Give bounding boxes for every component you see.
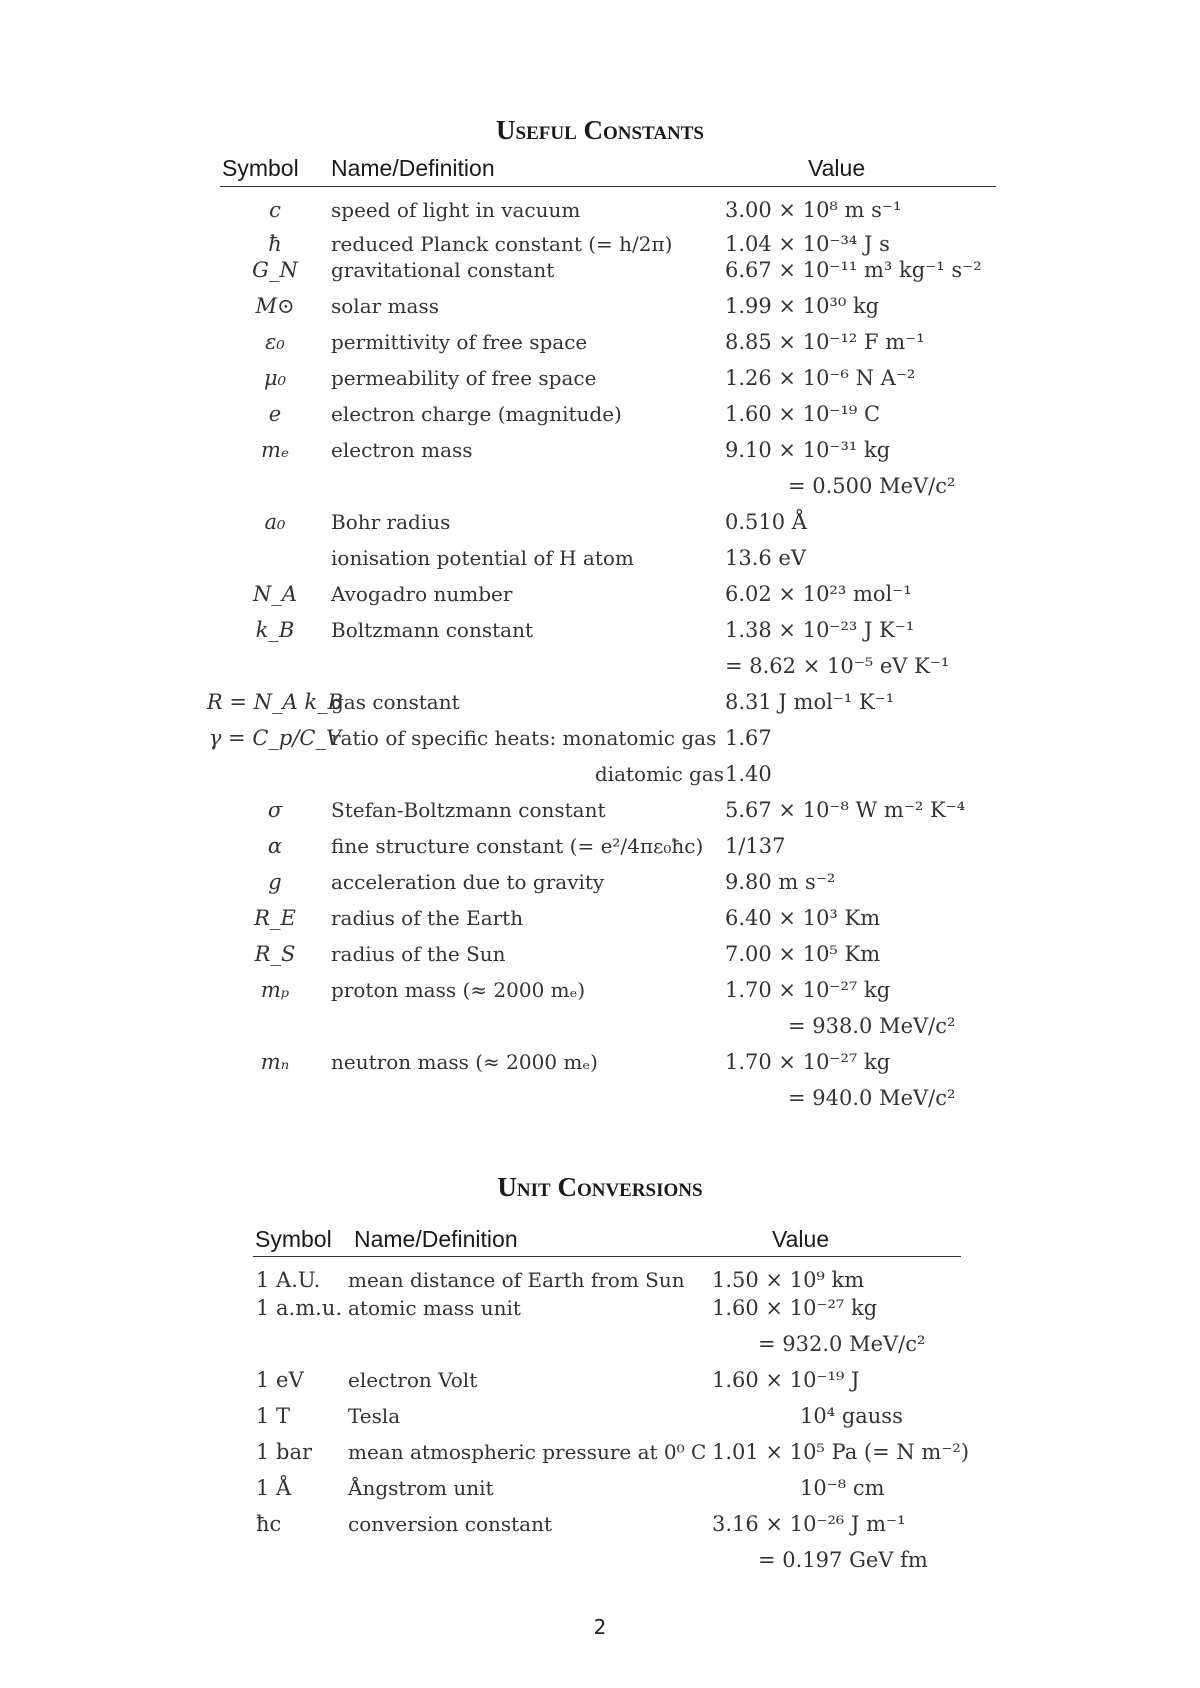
- constant-row: [0, 1014, 1200, 1048]
- conversion-row: [0, 1476, 1200, 1510]
- constant-value: 1.40: [725, 762, 772, 786]
- constant-name: Bohr radius: [331, 510, 451, 534]
- constant-value: 0.510 Å: [725, 510, 807, 534]
- conversion-value: 1.60 × 10⁻¹⁹ J: [712, 1368, 860, 1392]
- constant-name: Stefan-Boltzmann constant: [331, 798, 606, 822]
- constant-symbol: e: [268, 402, 282, 426]
- constant-value: 1.70 × 10⁻²⁷ kg: [725, 978, 891, 1002]
- constant-value: 6.02 × 10²³ mol⁻¹: [725, 582, 912, 606]
- conversions-header-symbol: Symbol: [255, 1226, 332, 1252]
- constant-symbol: R_S: [254, 942, 296, 966]
- constant-name: radius of the Earth: [331, 906, 524, 930]
- constant-name: diatomic gas: [594, 762, 724, 786]
- constant-row: [0, 402, 1200, 436]
- constant-symbol: ħ: [268, 232, 282, 256]
- constant-name: gas constant: [331, 690, 460, 714]
- constant-symbol: α: [267, 834, 283, 858]
- constant-row: [0, 690, 1200, 724]
- constant-symbol: γ = C_p/C_V: [208, 726, 342, 750]
- conversion-symbol: ħc: [256, 1512, 282, 1536]
- constant-row: [0, 870, 1200, 904]
- constant-value: 1/137: [725, 834, 786, 858]
- constant-value: 1.99 × 10³⁰ kg: [725, 294, 880, 318]
- constant-row: [0, 366, 1200, 400]
- conversions-header-name: Name/Definition: [354, 1226, 518, 1252]
- page-number: 2: [593, 1615, 607, 1639]
- conversions-title: Unit Conversions: [497, 1172, 703, 1202]
- conversion-value: 1.01 × 10⁵ Pa (= N m⁻²): [712, 1440, 970, 1464]
- conversion-symbol: 1 T: [256, 1404, 291, 1428]
- constant-value: 1.04 × 10⁻³⁴ J s: [725, 232, 890, 256]
- constants-title: Useful Constants: [496, 115, 704, 145]
- constant-name: ionisation potential of H atom: [331, 546, 634, 570]
- constant-symbol: k_B: [255, 618, 295, 642]
- conversions-header-value: Value: [772, 1226, 830, 1252]
- constant-name: Boltzmann constant: [331, 618, 533, 642]
- conversion-symbol: 1 eV: [256, 1368, 304, 1392]
- conversion-value: 10⁻⁸ cm: [800, 1476, 885, 1500]
- constant-symbol: R_E: [254, 906, 296, 930]
- constant-value: 8.31 J mol⁻¹ K⁻¹: [725, 690, 895, 714]
- constant-row: [0, 834, 1200, 868]
- constant-value: 5.67 × 10⁻⁸ W m⁻² K⁻⁴: [725, 798, 966, 822]
- constant-symbol: g: [268, 870, 282, 894]
- constant-value: 1.67: [725, 726, 772, 750]
- conversion-name: mean distance of Earth from Sun: [348, 1268, 685, 1292]
- constants-header-rule: [220, 186, 996, 187]
- constant-name: fine structure constant (= e²/4πε₀ħc): [331, 834, 704, 858]
- constant-row: [0, 618, 1200, 652]
- conversion-row: [0, 1548, 1200, 1582]
- conversion-row: [0, 1368, 1200, 1402]
- constant-name: electron mass: [331, 438, 473, 462]
- constant-name: Avogadro number: [331, 582, 513, 606]
- constant-symbol: c: [269, 198, 281, 222]
- constant-row: [0, 438, 1200, 472]
- constant-name: speed of light in vacuum: [331, 198, 581, 222]
- conversion-row: [0, 1512, 1200, 1546]
- constant-row: [0, 1050, 1200, 1084]
- constant-row: [0, 762, 1200, 796]
- constant-value: 9.80 m s⁻²: [725, 870, 836, 894]
- constant-symbol: mₙ: [260, 1050, 290, 1074]
- constant-value: = 940.0 MeV/c²: [788, 1086, 956, 1110]
- constant-row: [0, 942, 1200, 976]
- constants-header-symbol: Symbol: [222, 155, 299, 181]
- constant-value: 6.67 × 10⁻¹¹ m³ kg⁻¹ s⁻²: [725, 258, 982, 282]
- constant-value: 1.60 × 10⁻¹⁹ C: [725, 402, 881, 426]
- constant-symbol: M⊙: [255, 294, 295, 318]
- constant-row: [0, 510, 1200, 544]
- constant-name: radius of the Sun: [331, 942, 506, 966]
- constant-name: gravitational constant: [331, 258, 555, 282]
- constant-name: proton mass (≈ 2000 mₑ): [331, 978, 586, 1002]
- constant-row: [0, 258, 1200, 292]
- conversion-row: [0, 1440, 1200, 1474]
- constant-name: electron charge (magnitude): [331, 402, 622, 426]
- constant-row: [0, 978, 1200, 1012]
- constant-symbol: ε₀: [265, 330, 285, 354]
- constant-symbol: mₚ: [260, 978, 290, 1002]
- constant-row: [0, 582, 1200, 616]
- constant-name: permeability of free space: [331, 366, 597, 390]
- constant-value: 3.00 × 10⁸ m s⁻¹: [725, 198, 902, 222]
- conversion-value: 3.16 × 10⁻²⁶ J m⁻¹: [712, 1512, 906, 1536]
- conversion-name: atomic mass unit: [348, 1296, 521, 1320]
- constant-value: = 938.0 MeV/c²: [788, 1014, 956, 1038]
- constant-symbol: μ₀: [263, 366, 287, 390]
- constant-value: 7.00 × 10⁵ Km: [725, 942, 881, 966]
- constant-value: 9.10 × 10⁻³¹ kg: [725, 438, 891, 462]
- conversion-value: = 932.0 MeV/c²: [758, 1332, 926, 1356]
- conversion-symbol: 1 Å: [256, 1476, 292, 1500]
- conversion-symbol: 1 bar: [256, 1440, 313, 1464]
- constant-row: [0, 654, 1200, 688]
- conversion-row: [0, 1404, 1200, 1438]
- constant-row: [0, 1086, 1200, 1120]
- constant-symbol: mₑ: [260, 438, 290, 462]
- constant-symbol: a₀: [264, 510, 286, 534]
- constant-symbol: σ: [267, 798, 283, 822]
- constant-row: [0, 330, 1200, 364]
- constant-value: 1.26 × 10⁻⁶ N A⁻²: [725, 366, 916, 390]
- constant-symbol: N_A: [252, 582, 298, 606]
- constant-name: neutron mass (≈ 2000 mₑ): [331, 1050, 598, 1074]
- constant-name: permittivity of free space: [331, 330, 588, 354]
- constant-value: = 0.500 MeV/c²: [788, 474, 956, 498]
- constants-header-value: Value: [808, 155, 866, 181]
- constant-value: 1.70 × 10⁻²⁷ kg: [725, 1050, 891, 1074]
- constant-row: [0, 474, 1200, 508]
- conversion-value: 10⁴ gauss: [800, 1404, 903, 1428]
- constants-header-name: Name/Definition: [331, 155, 495, 181]
- conversion-value: = 0.197 GeV fm: [758, 1548, 928, 1572]
- constant-name: solar mass: [331, 294, 439, 318]
- conversions-header-rule: [253, 1256, 961, 1257]
- constant-value: 6.40 × 10³ Km: [725, 906, 881, 930]
- constant-name: reduced Planck constant (= h/2π): [331, 232, 673, 256]
- conversion-name: electron Volt: [348, 1368, 478, 1392]
- constant-symbol: R = N_A k_B: [206, 690, 344, 714]
- conversion-name: Ångstrom unit: [348, 1476, 494, 1500]
- constant-value: = 8.62 × 10⁻⁵ eV K⁻¹: [725, 654, 950, 678]
- conversion-symbol: 1 A.U.: [256, 1268, 321, 1292]
- constant-row: [0, 726, 1200, 760]
- constant-name: acceleration due to gravity: [331, 870, 605, 894]
- constant-row: [0, 294, 1200, 328]
- constant-value: 13.6 eV: [725, 546, 807, 570]
- conversion-name: mean atmospheric pressure at 0⁰ C: [348, 1440, 707, 1464]
- constant-value: 8.85 × 10⁻¹² F m⁻¹: [725, 330, 925, 354]
- conversion-symbol: 1 a.m.u.: [256, 1296, 343, 1320]
- conversion-row: [0, 1296, 1200, 1330]
- conversion-value: 1.50 × 10⁹ km: [712, 1268, 865, 1292]
- constant-row: [0, 798, 1200, 832]
- conversion-name: Tesla: [348, 1404, 401, 1428]
- constant-symbol: G_N: [252, 258, 298, 282]
- conversion-row: [0, 1332, 1200, 1366]
- constant-row: [0, 906, 1200, 940]
- constant-row: [0, 198, 1200, 232]
- constant-value: 1.38 × 10⁻²³ J K⁻¹: [725, 618, 915, 642]
- constant-name: ratio of specific heats: monatomic gas: [331, 726, 717, 750]
- constant-row: [0, 546, 1200, 580]
- conversion-name: conversion constant: [348, 1512, 553, 1536]
- conversion-value: 1.60 × 10⁻²⁷ kg: [712, 1296, 878, 1320]
